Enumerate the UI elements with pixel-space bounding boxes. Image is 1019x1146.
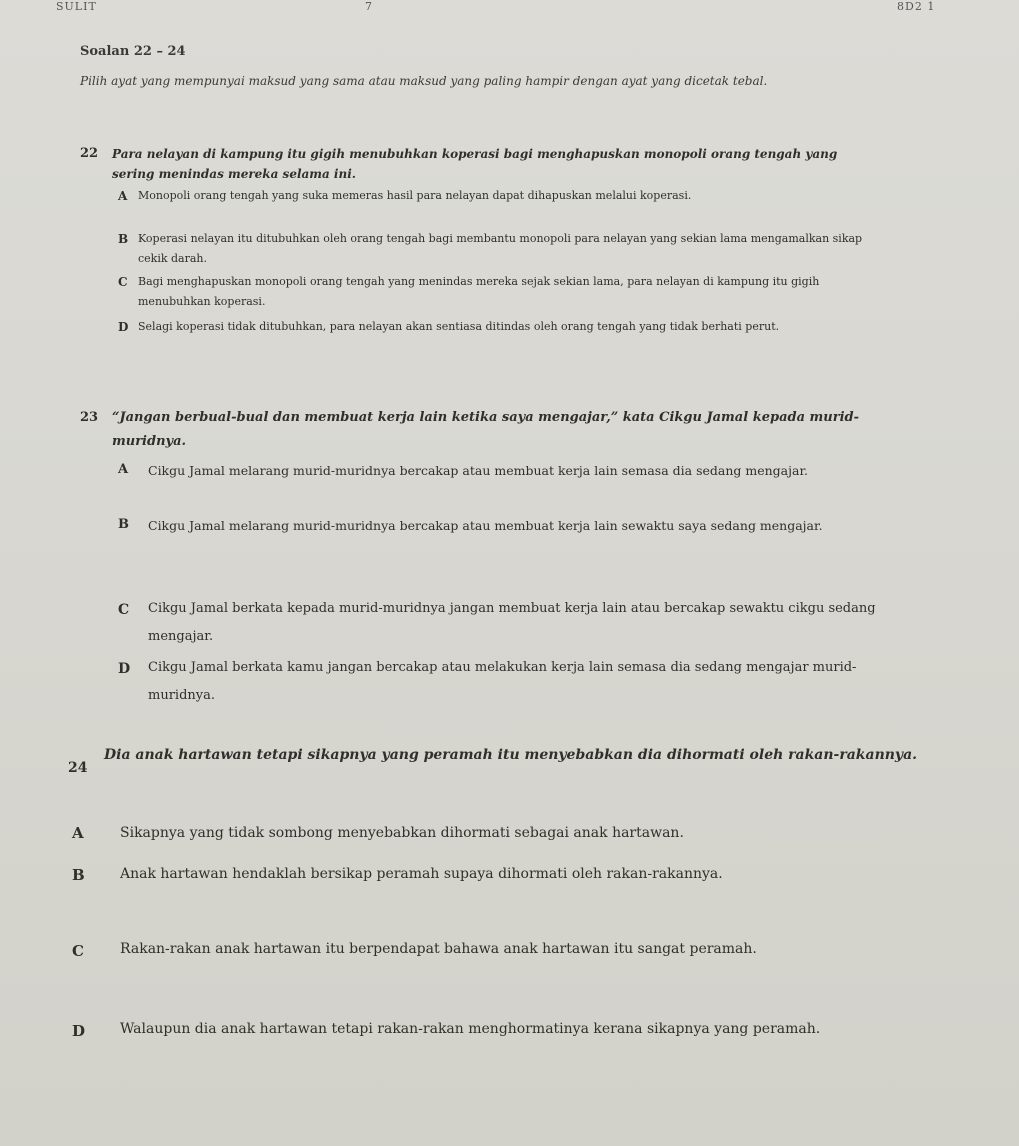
option-letter: C [72,942,84,960]
option-letter: D [72,1022,86,1040]
option-text: Cikgu Jamal melarang murid-muridnya bercakap atau membuat kerja lain sewaktu saya sedang mengajar. [148,518,823,533]
option-letter: A [118,462,129,477]
section-instruction: Pilih ayat yang mempunyai maksud yang sama atau maksud yang paling hampir dengan ayat yang dicetak tebal. [80,74,768,88]
question-text: Dia anak hartawan tetapi sikapnya yang peramah itu menyebabkan dia dihormati oleh rakan-rakannya. [104,747,918,763]
option-letter: D [118,661,131,677]
option-letter: A [72,824,84,842]
option-text: Walaupun dia anak hartawan tetapi rakan-rakan menghormatinya kerana sikapnya yang peramah. [120,1021,821,1037]
option-text: Anak hartawan hendaklah bersikap peramah supaya dihormati oleh rakan-rakannya. [120,866,723,882]
option-text: Sikapnya yang tidak sombong menyebabkan dihormati sebagai anak hartawan. [120,825,684,841]
option-letter: C [118,602,130,618]
option-text: Cikgu Jamal melarang murid-muridnya bercakap atau membuat kerja lain semasa dia sedang mengajar. [148,463,809,478]
question-number: 22 [80,146,99,161]
option-letter: B [72,866,85,884]
option-text: Bagi menghapuskan monopoli orang tengah yang menindas mereka sejak sekian lama, para nelayan di kampung itu gigih menubuhkan koperasi. [138,275,820,308]
option-text: Selagi koperasi tidak ditubuhkan, para nelayan akan sentiasa ditindas oleh orang tengah yang tidak berhati perut. [138,320,780,333]
header-sulit: SULIT [56,0,97,13]
page-number: 7 [365,0,373,13]
option-text: Rakan-rakan anak hartawan itu berpendapat bahawa anak hartawan itu sangat peramah. [120,941,757,957]
option-letter: A [118,189,128,203]
option-text: Koperasi nelayan itu ditubuhkan oleh orang tengah bagi membantu monopoli para nelayan yang sekian lama mengamalkan sikap cekik darah. [138,232,863,265]
option-letter: D [118,320,129,334]
option-letter: B [118,232,129,246]
option-text: Cikgu Jamal berkata kepada murid-muridnya jangan membuat kerja lain atau bercakap sewaktu cikgu sedang mengajar. [148,601,876,644]
option-text: Monopoli orang tengah yang suka memeras hasil para nelayan dapat dihapuskan melalui koperasi. [138,189,692,202]
question-text: “Jangan berbual-bual dan membuat kerja lain ketika saya mengajar,” kata Cikgu Jamal kepada murid-muridnya. [112,410,860,449]
question-number: 24 [68,760,88,776]
option-letter: C [118,275,128,289]
option-text: Cikgu Jamal berkata kamu jangan bercakap atau melakukan kerja lain semasa dia sedang mengajar murid-muridnya. [148,660,857,703]
paper-code: 8D2 1 [897,0,936,13]
option-letter: B [118,517,129,532]
section-title: Soalan 22 – 24 [80,44,186,59]
question-text: Para nelayan di kampung itu gigih menubuhkan koperasi bagi menghapuskan monopoli orang tengah yang sering menindas mereka selama ini. [112,147,838,181]
question-number: 23 [80,410,99,425]
